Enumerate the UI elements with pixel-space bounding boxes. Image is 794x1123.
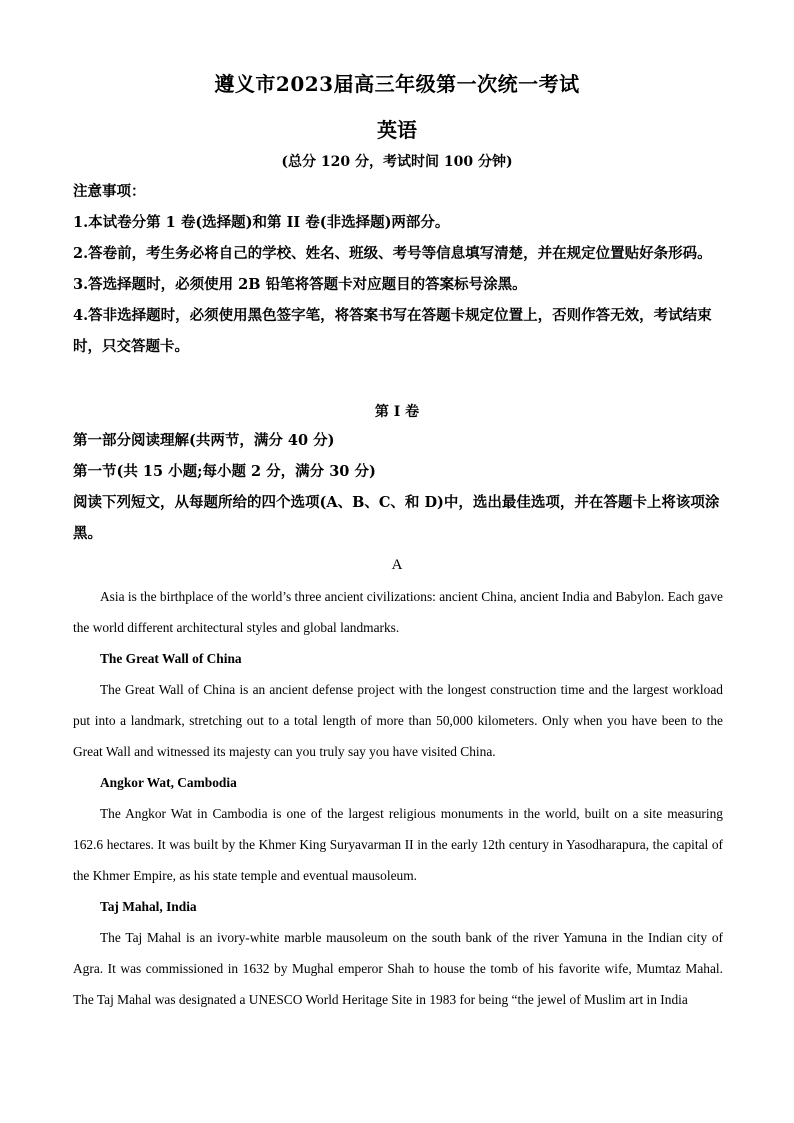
passage-intro: Asia is the birthplace of the world’s three ancient civilizations: ancient China, ancient India and Babylon. Each gave the world different architectural styles and global landmarks. bbox=[73, 589, 723, 635]
notice-item: 4.答非选择题时，必须使用黑色签字笔，将答案书写在答题卡规定位置上，否则作答无效，考试结束时，只交答题卡。 bbox=[73, 307, 712, 355]
section-title: 第一节(共 15 小题;每小题 2 分，满分 30 分) bbox=[73, 463, 376, 480]
passage-label: A bbox=[391, 557, 403, 573]
score-info: (总分 120 分，考试时间 100 分钟) bbox=[281, 154, 513, 170]
section-heading: The Great Wall of China bbox=[100, 651, 242, 666]
passage-a bbox=[73, 581, 723, 1015]
section-heading: Angkor Wat, Cambodia bbox=[100, 775, 237, 790]
section-text: The Taj Mahal is an ivory-white marble mausoleum on the south bank of the river Yamuna in the Indian city of Agra. It was commissioned in 1632 by Mughal emperor Shah to house the tomb of his favorite wife, Mumtaz Mahal. The Taj Mahal was designated a UNESCO World Heritage Site in 1983 for being “the jewel of Muslim art in India bbox=[73, 930, 723, 1007]
notice-item: 3.答选择题时，必须使用 2B 铅笔将答题卡对应题目的答案标号涂黑。 bbox=[73, 276, 527, 293]
notice-item: 2.答卷前，考生务必将自己的学校、姓名、班级、考号等信息填写清楚，并在规定位置贴好条形码。 bbox=[73, 245, 712, 262]
reading-instruction: 阅读下列短文，从每题所给的四个选项(A、B、C、和 D)中，选出最佳选项，并在答题卡上将该项涂黑。 bbox=[73, 494, 720, 542]
notice-block bbox=[73, 176, 725, 362]
subject-title: 英语 bbox=[377, 118, 417, 142]
section-text: The Great Wall of China is an ancient defense project with the longest construction time and the largest workload put into a landmark, stretching out to a total length of more than 50,000 kilometers. Only when you have been to the Great Wall and witnessed its majesty can you truly say you have visited China. bbox=[73, 682, 723, 759]
volume-heading: 第 I 卷 bbox=[374, 404, 420, 420]
exam-title: 遵义市2023届高三年级第一次统一考试 bbox=[214, 72, 580, 96]
notice-item: 1.本试卷分第 1 卷(选择题)和第 II 卷(非选择题)两部分。 bbox=[73, 214, 450, 231]
notice-heading: 注意事项： bbox=[73, 183, 146, 200]
section-text: The Angkor Wat in Cambodia is one of the largest religious monuments in the world, built on a site measuring 162.6 hectares. It was built by the Khmer King Suryavarman II in the early 12th century in Yasodharapura, the capital of the Khmer Empire, as his state temple and eventual mausoleum. bbox=[73, 806, 723, 883]
part-title: 第一部分阅读理解(共两节，满分 40 分) bbox=[73, 432, 335, 449]
part-instructions bbox=[73, 425, 725, 549]
section-heading: Taj Mahal, India bbox=[100, 899, 197, 914]
